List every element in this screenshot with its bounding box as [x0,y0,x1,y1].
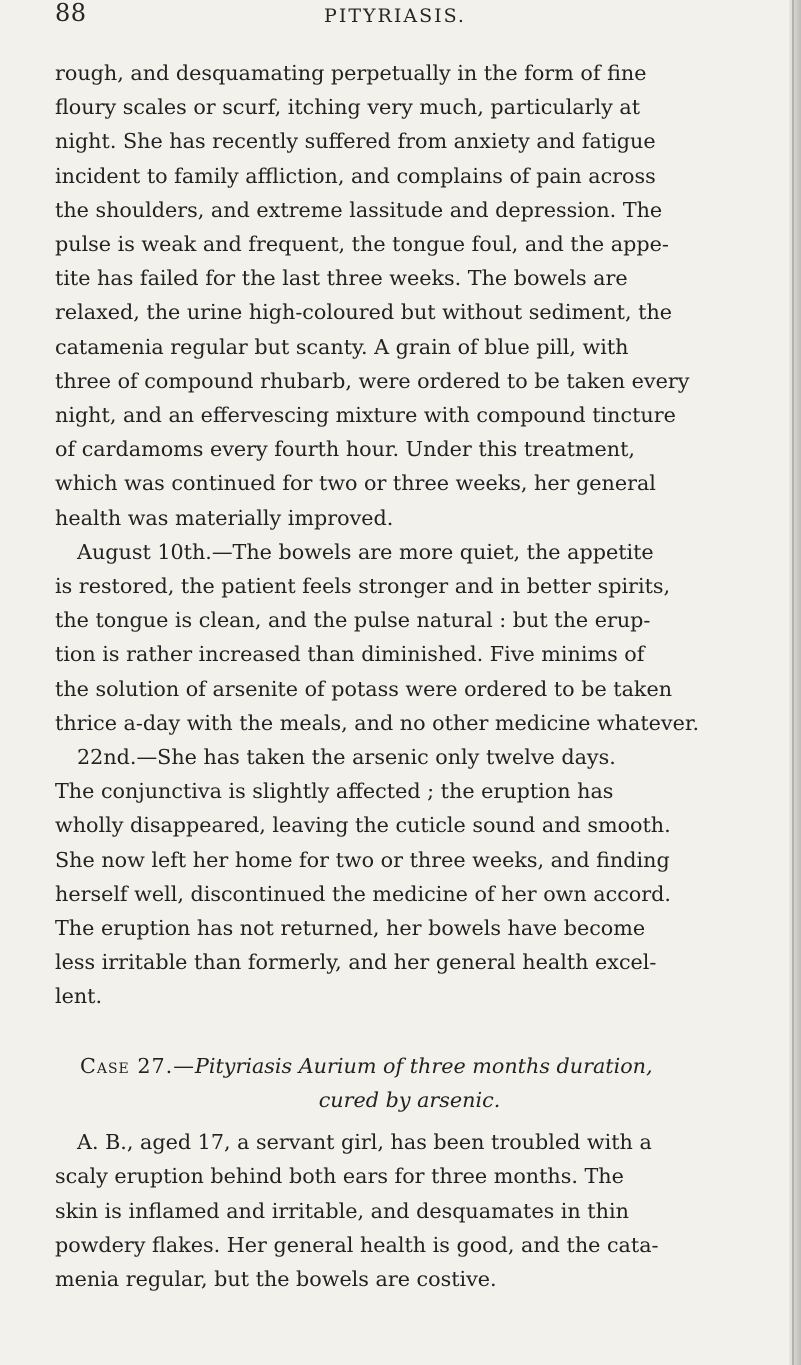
body-line: August 10th.—The bowels are more quiet, the appetite [77,539,654,564]
body-line: tite has failed for the last three weeks. The bowels are [55,266,628,291]
case-line: skin is inflamed and irritable, and desquamates in thin [55,1198,629,1223]
body-line: relaxed, the urine high-coloured but without sediment, the [55,300,673,325]
body-line: of cardamoms every fourth hour. Under this treatment, [55,437,636,462]
body-line: pulse is weak and frequent, the tongue foul, and the appe- [55,232,669,257]
body-line: which was continued for two or three weeks, her general [55,471,656,496]
body-line: herself well, discontinued the medicine of her own accord. [55,881,671,906]
body-line: thrice a-day with the meals, and no other medicine whatever. [55,710,700,735]
body-line: rough, and desquamating perpetually in the form of fine [55,61,647,85]
body-line: The eruption has not returned, her bowels have become [55,916,646,941]
page-header [55,0,735,44]
body-line: wholly disappeared, leaving the cuticle sound and smooth. [55,813,671,838]
body-line: the solution of arsenite of potass were ordered to be taken [55,676,673,701]
body-line: less irritable than formerly, and her general health excel- [55,950,657,975]
case-title-line-1: Pityriasis Aurium of three months duration, [194,1053,653,1078]
running-head: PITYRIASIS. [324,5,466,27]
body-line: 22nd.—She has taken the arsenic only twelve days. [77,745,616,770]
body-line: catamenia regular but scanty. A grain of blue pill, with [55,334,629,359]
body-line: the shoulders, and extreme lassitude and depression. The [55,197,663,222]
case-title-line-2: cured by arsenic. [318,1087,501,1112]
body-line: The conjunctiva is slightly affected ; the eruption has [55,779,614,804]
body-line: lent. [55,984,103,1009]
body-line: three of compound rhubarb, were ordered to be taken every [55,368,690,393]
body-line: She now left her home for two or three weeks, and finding [55,847,670,872]
case-line: scaly eruption behind both ears for three months. The [55,1164,624,1189]
page-edge [789,0,801,1365]
body-line: the tongue is clean, and the pulse natural : but the erup- [55,608,651,633]
body-line: night. She has recently suffered from anxiety and fatigue [55,129,656,154]
body-line: health was materially improved. [55,505,394,530]
section-gap-small [55,1117,764,1125]
case-line: menia regular, but the bowels are costive. [55,1266,497,1291]
body-line: floury scales or scurf, itching very much, particularly at [55,95,641,120]
body-line: incident to family affliction, and complains of pain across [55,163,656,188]
page-number: 88 [55,0,87,27]
case-heading [55,1049,764,1083]
section-gap [55,1014,764,1049]
case-line: powdery flakes. Her general health is good, and the cata- [55,1232,659,1257]
body-line: tion is rather increased than diminished. Five minims of [55,642,645,667]
page-text [55,56,764,1296]
body-line: is restored, the patient feels stronger and in better spirits, [55,574,671,599]
body-line: night, and an effervescing mixture with compound tincture [55,403,676,428]
case-label: Case 27.— [80,1053,195,1078]
case-line: A. B., aged 17, a servant girl, has been troubled with a [77,1130,652,1155]
